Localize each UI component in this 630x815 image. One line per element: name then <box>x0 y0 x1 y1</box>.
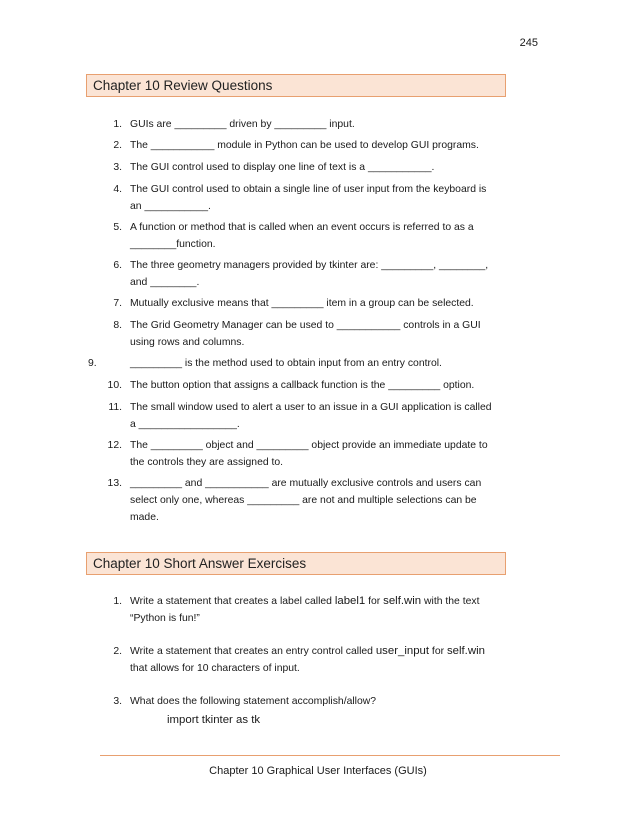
code-snippet: import tkinter as tk <box>167 714 261 726</box>
code-user-input: user_input <box>375 645 430 657</box>
review-questions-header: Chapter 10 Review Questions <box>86 74 506 97</box>
short-answer-header: Chapter 10 Short Answer Exercises <box>86 552 506 575</box>
footer-divider <box>100 755 560 756</box>
code-label1: label1 <box>334 595 366 607</box>
page-number: 245 <box>519 37 538 49</box>
page-footer: Chapter 10 Graphical User Interfaces (GUIs) <box>209 765 427 777</box>
code-self-win: self.win <box>446 645 485 657</box>
code-self-win: self.win <box>383 595 422 607</box>
